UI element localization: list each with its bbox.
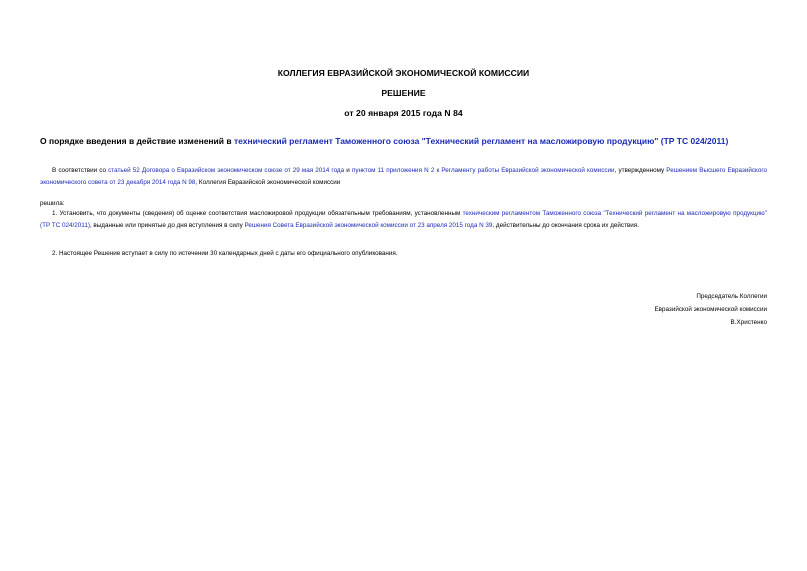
collegium-heading: КОЛЛЕГИЯ ЕВРАЗИЙСКОЙ ЭКОНОМИЧЕСКОЙ КОМИССИИ: [277, 68, 530, 78]
signature-block: [527, 290, 767, 329]
document-title: [40, 136, 767, 146]
document-type-heading: РЕШЕНИЕ: [381, 88, 426, 98]
council-decision-39-link[interactable]: Решения Совета Евразийской экономической комиссии от 23 апреля 2015 года N 39: [244, 222, 493, 229]
technical-regulation-link[interactable]: техническим регламентом Таможенного союза "Технический регламент на масложировую продукцию" (ТР ТС 024/2011): [40, 210, 768, 229]
item-1-text-1: 1. Установить, что документы (сведения) об оценке соответствия масложировой продукции обязательным требованиям, установленным: [52, 210, 463, 217]
item-1-text-2: , выданные или принятые до дня вступления в силу: [89, 222, 245, 229]
document-date-number: от 20 января 2015 года N 84: [344, 108, 463, 118]
signature-name: В.Христенко: [730, 319, 767, 326]
item-1-text-3: , действительны до окончания срока их действия.: [492, 222, 639, 229]
preamble-text-1: В соответствии со: [52, 167, 109, 174]
title-prefix: О порядке введения в действие изменений в: [40, 136, 234, 146]
item-2-paragraph: 2. Настоящее Решение вступает в силу по истечении 30 календарных дней с даты его официального опубликования.: [52, 250, 398, 257]
item-1-paragraph: [40, 208, 767, 232]
preamble-paragraph: [40, 165, 767, 189]
title-regulation-link[interactable]: технический регламент Таможенного союза "Технический регламент на масложировую продукцию" (ТР ТС 024/2011): [233, 136, 729, 146]
signature-position: Председатель Коллегии: [696, 293, 767, 300]
preamble-text-4: , Коллегия Евразийской экономической комиссии: [195, 179, 341, 186]
signature-organization: Евразийской экономической комиссии: [654, 306, 767, 313]
commission-rules-clause-link[interactable]: пунктом 11 приложения N 2 к Регламенту работы Евразийской экономической комиссии: [351, 167, 615, 174]
resolved-label: решила:: [40, 200, 65, 207]
treaty-article-52-link[interactable]: статьей 52 Договора о Евразийском экономическом союзе от 29 мая 2014 года: [108, 167, 345, 174]
supreme-council-decision-link[interactable]: Решением Высшего Евразийского экономического совета от 23 декабря 2014 года N 98: [40, 167, 768, 186]
preamble-text-3: , утвержденному: [614, 167, 667, 174]
preamble-text-2: и: [344, 167, 352, 174]
